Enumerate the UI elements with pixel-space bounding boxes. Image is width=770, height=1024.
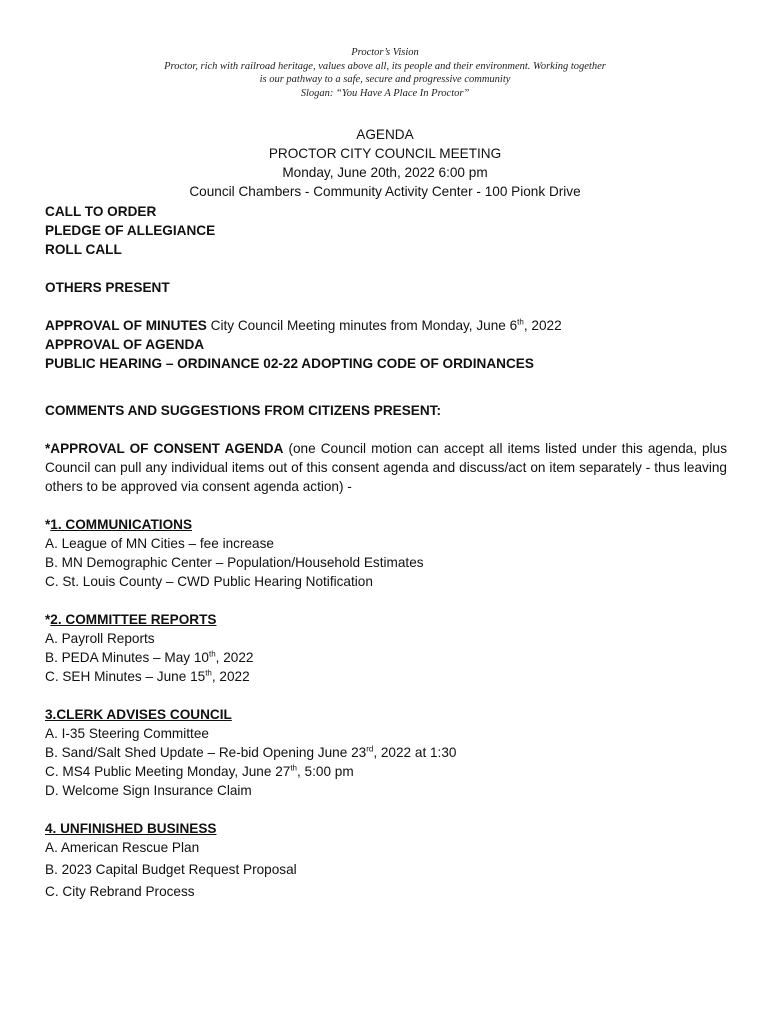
item-end: , 2022	[211, 669, 250, 684]
communications-prefix: *	[45, 517, 51, 532]
unfinished-business-heading: 4. UNFINISHED BUSINESS	[45, 821, 217, 836]
list-item: B. MN Demographic Center – Population/Household Estimates	[45, 555, 424, 570]
committee-reports-heading	[45, 610, 727, 629]
call-to-order: CALL TO ORDER	[45, 204, 157, 219]
list-item: D. Welcome Sign Insurance Claim	[45, 783, 252, 798]
item-text: C. SEH Minutes – June 15	[45, 669, 206, 684]
consent-agenda	[45, 439, 727, 496]
vision-line-2: is our pathway to a safe, secure and progressive community	[259, 74, 511, 86]
communications-heading	[45, 515, 727, 534]
meeting-date: Monday, June 20th, 2022 6:00 pm	[282, 165, 488, 180]
consent-agenda-text: (one Council motion can accept all items listed under this agenda, plus Council can pull any individual items out of this consent agenda and discuss/act on item separately - thus leaving others to be approved via consent agenda action) -	[45, 441, 727, 494]
item-end: , 2022	[215, 650, 254, 665]
list-item: A. Payroll Reports	[45, 631, 155, 646]
vision-statement	[0, 46, 770, 100]
vision-title: Proctor’s Vision	[351, 47, 419, 58]
public-hearing: PUBLIC HEARING – ORDINANCE 02-22 ADOPTING CODE OF ORDINANCES	[45, 356, 534, 371]
list-item	[45, 762, 727, 781]
vision-slogan: Slogan: “You Have A Place In Proctor”	[300, 87, 470, 99]
approval-of-minutes-sup: th	[517, 317, 524, 327]
agenda-body	[45, 202, 727, 901]
list-item: C. St. Louis County – CWD Public Hearing Notification	[45, 574, 373, 589]
item-sup: th	[290, 763, 297, 773]
citizen-comments: COMMENTS AND SUGGESTIONS FROM CITIZENS PRESENT:	[45, 403, 441, 418]
list-item: B. 2023 Capital Budget Request Proposal	[45, 862, 297, 877]
item-text: B. PEDA Minutes – May 10	[45, 650, 209, 665]
pledge-of-allegiance: PLEDGE OF ALLEGIANCE	[45, 223, 216, 238]
roll-call: ROLL CALL	[45, 242, 122, 257]
meeting-name: PROCTOR CITY COUNCIL MEETING	[268, 146, 502, 161]
list-item	[45, 648, 727, 667]
approval-of-agenda: APPROVAL OF AGENDA	[45, 337, 205, 352]
approval-of-minutes-label: APPROVAL OF MINUTES	[45, 318, 207, 333]
list-item: A. American Rescue Plan	[45, 840, 200, 855]
list-item	[45, 743, 727, 762]
item-text: B. Sand/Salt Shed Update – Re-bid Opening June 23	[45, 745, 367, 760]
approval-of-minutes-text: City Council Meeting minutes from Monday, June 6	[206, 318, 518, 333]
item-text: C. MS4 Public Meeting Monday, June 27	[45, 764, 291, 779]
approval-of-minutes-end: , 2022	[523, 318, 562, 333]
item-sup: rd	[366, 744, 374, 754]
agenda-title: AGENDA	[356, 127, 414, 142]
vision-line-1: Proctor, rich with railroad heritage, values above all, its people and their environment. Working together	[164, 60, 606, 72]
approval-of-minutes	[45, 316, 727, 335]
list-item: A. League of MN Cities – fee increase	[45, 536, 274, 551]
item-end: , 5:00 pm	[297, 764, 354, 779]
communications-title: 1. COMMUNICATIONS	[50, 517, 193, 532]
list-item: A. I-35 Steering Committee	[45, 726, 209, 741]
consent-agenda-label: *APPROVAL OF CONSENT AGENDA	[45, 441, 284, 456]
committee-title: 2. COMMITTEE REPORTS	[50, 612, 217, 627]
meeting-location: Council Chambers - Community Activity Center - 100 Pionk Drive	[189, 184, 581, 199]
agenda-header	[0, 125, 770, 201]
item-sup: th	[208, 649, 216, 659]
item-sup: th	[205, 668, 212, 678]
list-item: C. City Rebrand Process	[45, 884, 195, 899]
others-present: OTHERS PRESENT	[45, 280, 170, 295]
clerk-advises-heading: 3.CLERK ADVISES COUNCIL	[45, 707, 232, 722]
list-item	[45, 667, 727, 686]
committee-prefix: *	[45, 612, 51, 627]
item-end: , 2022 at 1:30	[373, 745, 457, 760]
